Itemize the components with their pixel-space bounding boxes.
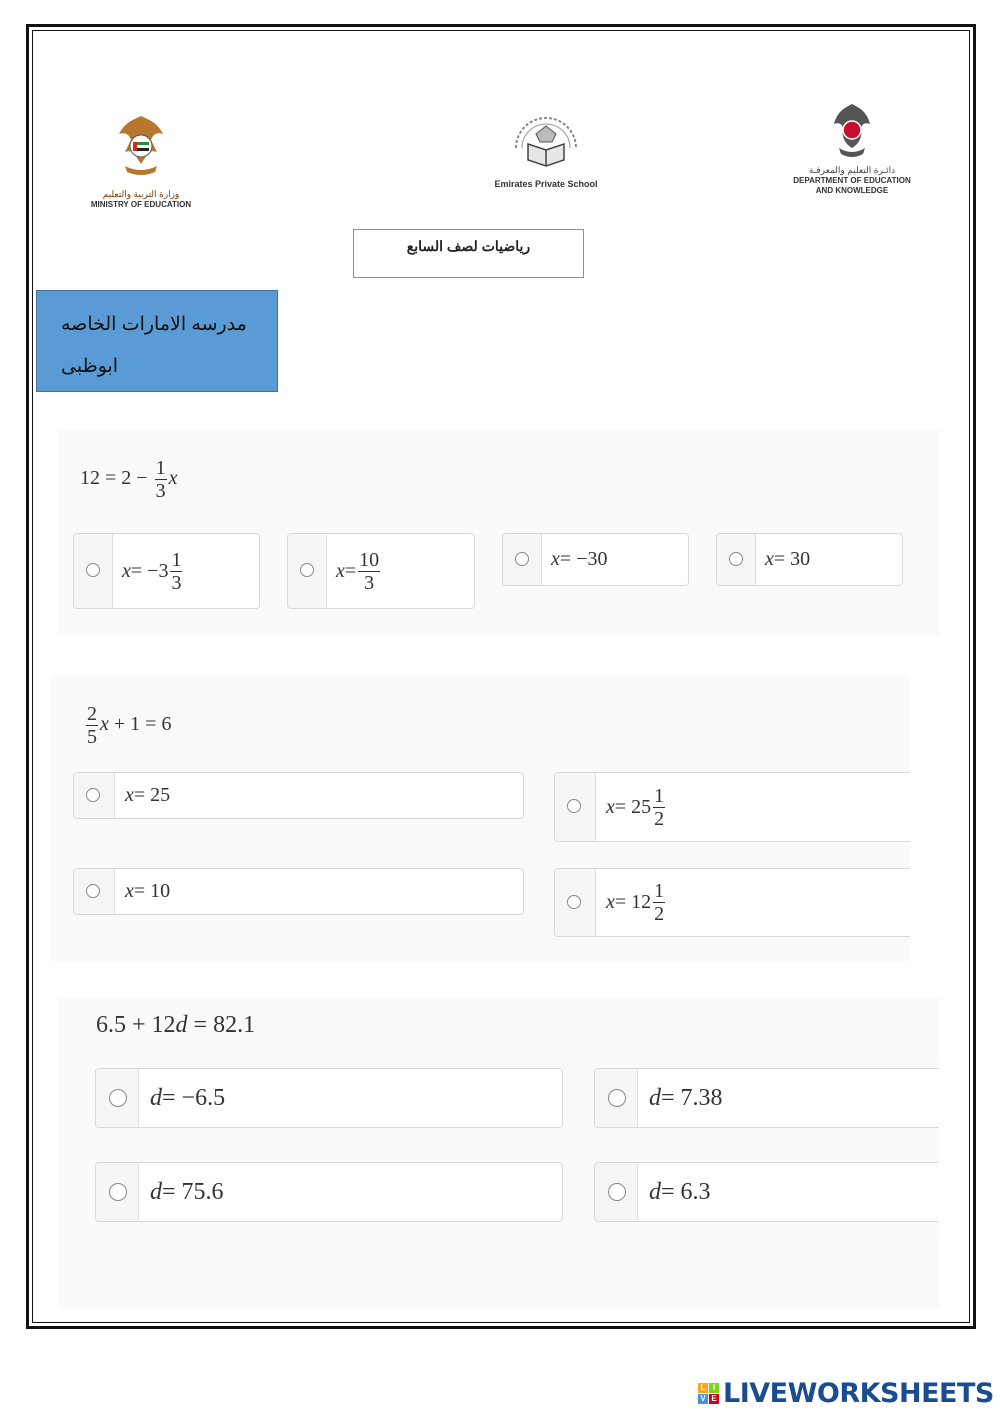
question-3-equation: 6.5 + 12d = 82.1 xyxy=(96,1012,256,1038)
worksheet-title: رياضيات لصف السابع xyxy=(353,229,584,278)
liveworksheets-watermark xyxy=(698,1378,994,1409)
q2-option-3[interactable] xyxy=(73,868,524,915)
abu-dhabi-falcon-icon xyxy=(829,102,875,160)
adek-logo: دائـرة التعليم والمعرفـة DEPARTMENT OF EDUCATION AND KNOWLEDGE xyxy=(790,102,914,196)
school-city: ابوظبى xyxy=(61,356,119,377)
emirates-private-school-logo: Emirates Private School xyxy=(490,104,602,189)
question-3-panel xyxy=(58,998,940,1308)
option-value: d = 6.3 xyxy=(649,1178,711,1205)
crop-mask xyxy=(910,770,968,945)
radio-button[interactable] xyxy=(86,884,100,898)
option-value: x = 25 xyxy=(125,784,171,806)
radio-button[interactable] xyxy=(109,1089,127,1107)
q1-option-2[interactable] xyxy=(287,533,475,609)
school-name-box xyxy=(36,290,278,392)
q1-option-4[interactable] xyxy=(716,533,903,586)
radio-button[interactable] xyxy=(300,563,314,577)
radio-button[interactable] xyxy=(86,563,100,577)
radio-button[interactable] xyxy=(86,788,100,802)
option-value: x = −3 $\frac{1}{3}$ xyxy=(122,548,182,594)
ministry-of-education-logo: وزارة التربية والتعليم MINISTRY OF EDUCATION xyxy=(86,112,196,210)
q1-option-3[interactable] xyxy=(502,533,689,586)
brand-name: LIVEWORKSHEETS xyxy=(723,1378,994,1409)
q3-option-3[interactable] xyxy=(95,1162,563,1222)
radio-button[interactable] xyxy=(608,1089,626,1107)
q3-option-2[interactable] xyxy=(594,1068,954,1128)
radio-button[interactable] xyxy=(608,1183,626,1201)
question-2-equation: $\frac{2}{5}$ x + 1 = 6 xyxy=(87,703,172,748)
radio-button[interactable] xyxy=(109,1183,127,1201)
school-name: مدرسه الامارات الخاصه xyxy=(61,314,247,335)
option-value: x = −30 xyxy=(551,548,608,570)
option-value: d = 7.38 xyxy=(649,1084,723,1111)
radio-button[interactable] xyxy=(729,552,743,566)
q2-option-4[interactable] xyxy=(554,868,920,937)
option-value: x = $\frac{10}{3}$ xyxy=(336,548,380,594)
q2-option-1[interactable] xyxy=(73,772,524,819)
open-book-emblem-icon xyxy=(506,104,586,174)
crop-mask xyxy=(939,1060,968,1240)
radio-button[interactable] xyxy=(567,799,581,813)
q2-option-2[interactable] xyxy=(554,772,920,842)
q1-option-1[interactable] xyxy=(73,533,260,609)
option-value: x = 12 $\frac{1}{2}$ xyxy=(606,880,665,925)
option-value: d = −6.5 xyxy=(150,1084,226,1111)
option-value: x = 30 xyxy=(765,548,811,570)
liveworksheets-badge-icon: L I V E xyxy=(698,1383,719,1404)
question-1-equation: 12 = 2 − $\frac{1}{3}$ x xyxy=(80,457,178,502)
q3-option-1[interactable] xyxy=(95,1068,563,1128)
radio-button[interactable] xyxy=(515,552,529,566)
radio-button[interactable] xyxy=(567,895,581,909)
option-value: d = 75.6 xyxy=(150,1178,224,1205)
option-value: x = 25 $\frac{1}{2}$ xyxy=(606,784,665,830)
q3-option-4[interactable] xyxy=(594,1162,954,1222)
option-value: x = 10 xyxy=(125,880,171,902)
falcon-emblem-icon xyxy=(111,112,171,184)
